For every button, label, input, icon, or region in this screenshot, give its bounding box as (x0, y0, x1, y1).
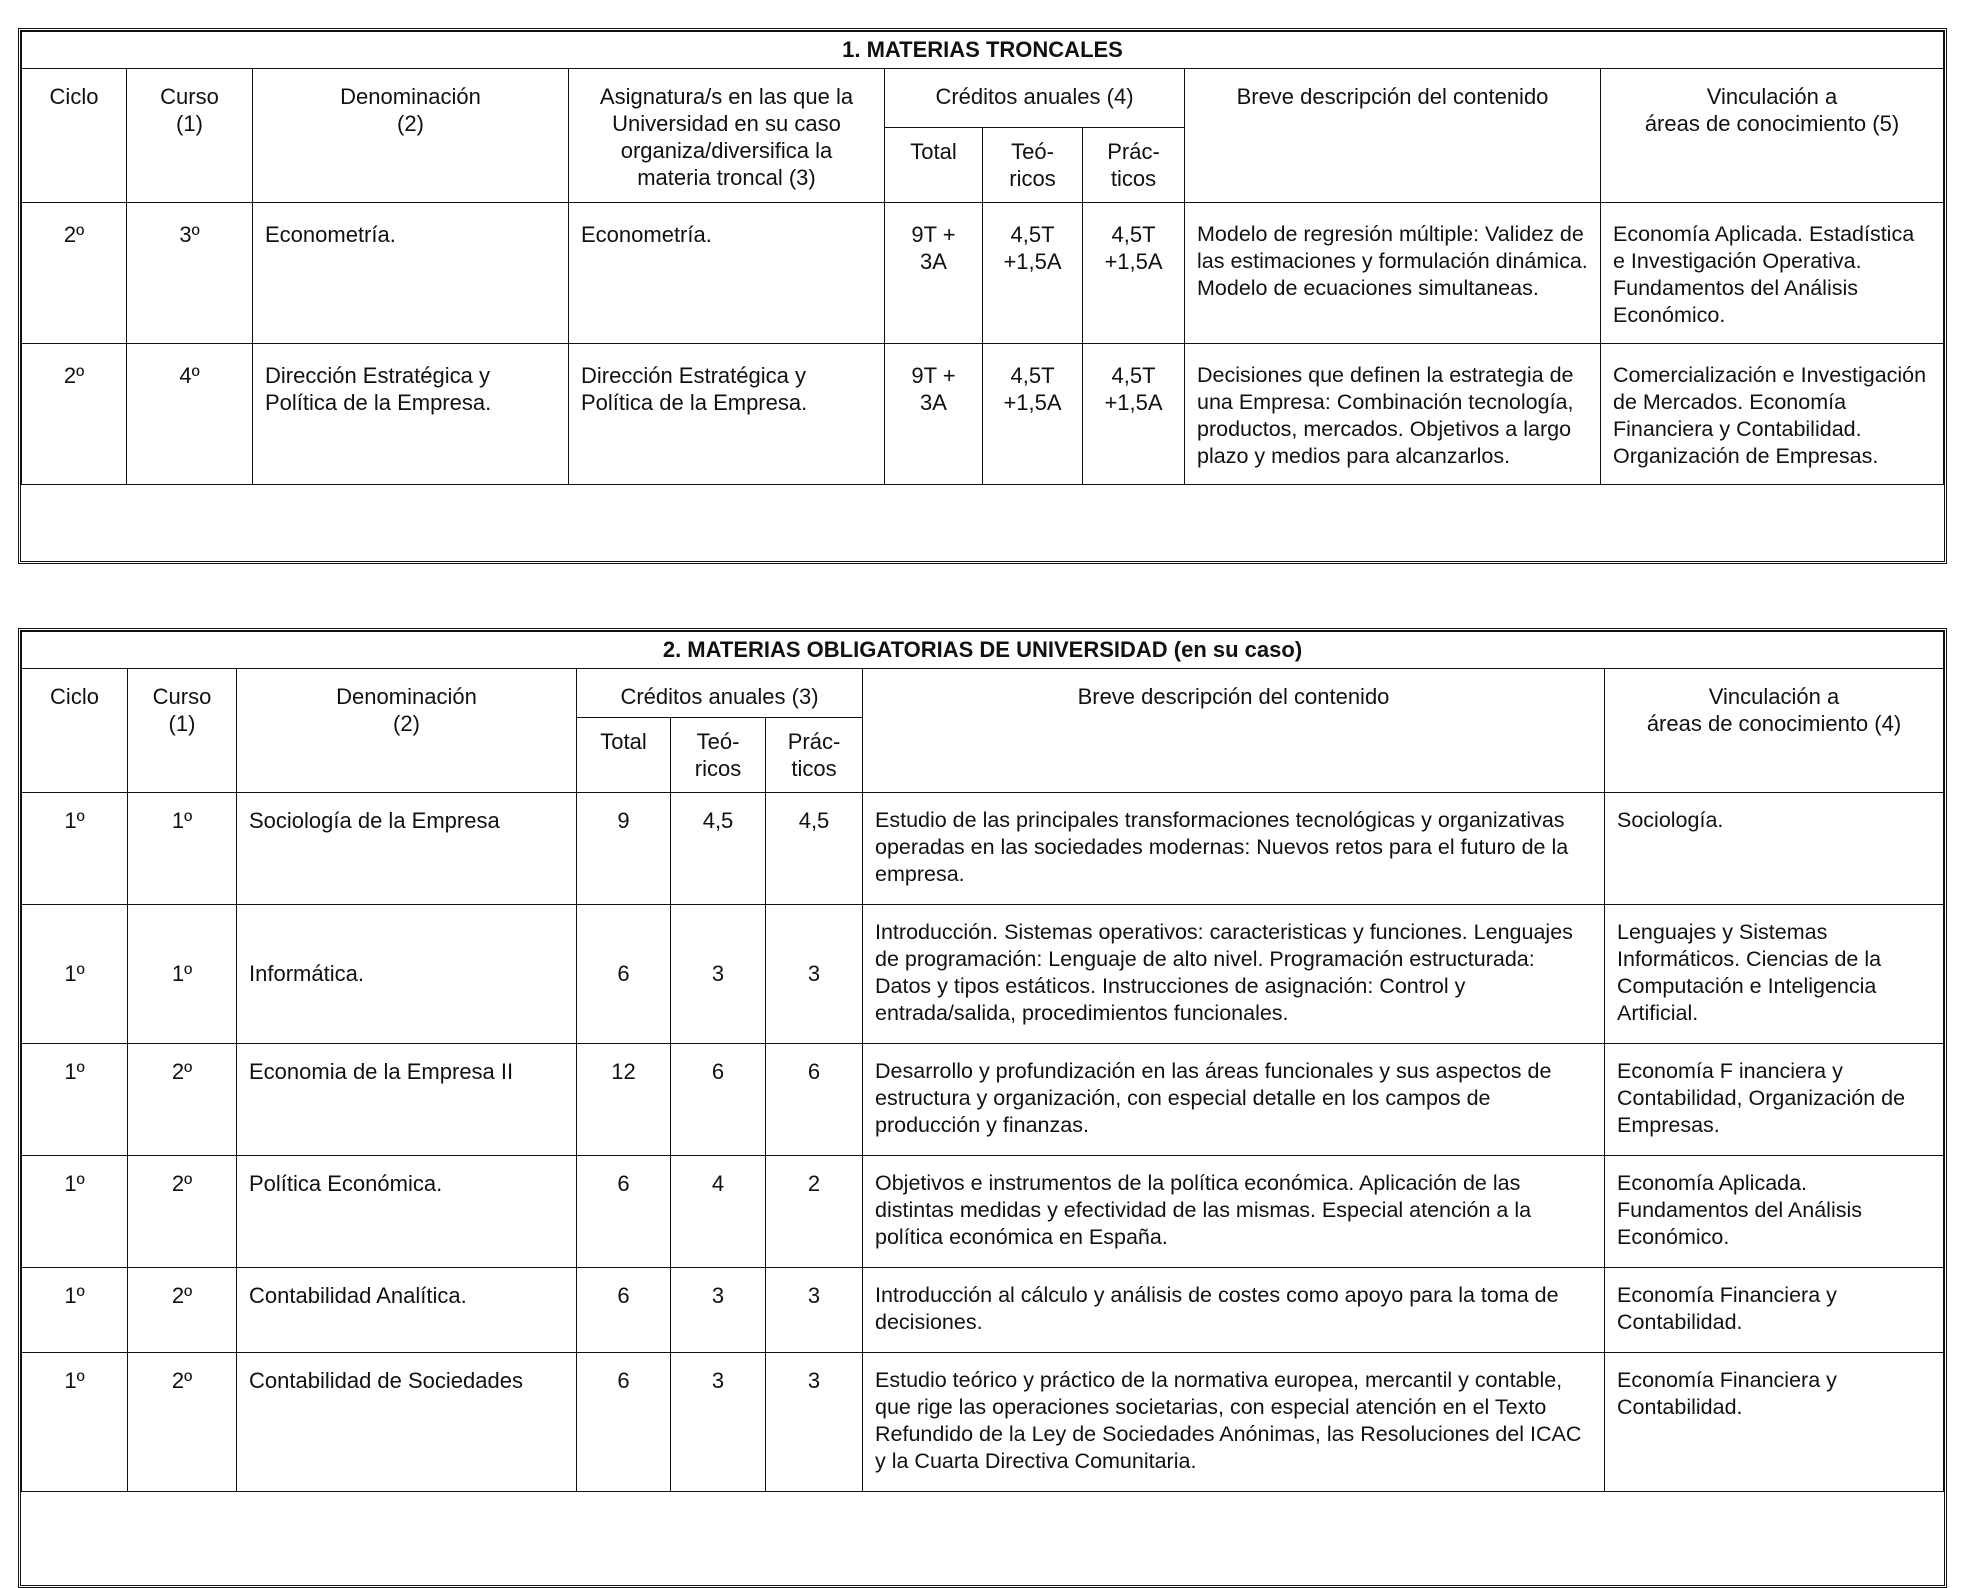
cell-ciclo: 2º (22, 203, 127, 344)
header-denominacion: Denominación (2) (237, 669, 577, 793)
table-row (22, 344, 1944, 485)
cell-teoricos: 3 (671, 1268, 766, 1353)
cell-ciclo: 1º (22, 793, 128, 905)
cell-curso: 1º (128, 905, 237, 1044)
cell-descripcion: Estudio de las principales transformaciones tecnológicas y organizativas operadas en las sociedades modernas: Nuevos retos para el futuro de la empresa. (863, 793, 1605, 905)
cell-total: 9 (577, 793, 671, 905)
cell-vinculacion: Economía Financiera y Contabilidad. (1605, 1353, 1944, 1492)
cell-descripcion: Introducción. Sistemas operativos: caracteristicas y funciones. Lenguajes de programación: Lenguaje de alto nivel. Programación estructurada: Datos y tipos estáticos. Instrucciones de asignación: Control y entrada/salida, procedimientos funcionales. (863, 905, 1605, 1044)
table-row (22, 1353, 1944, 1492)
cell-vinculacion: Economía Aplicada. Estadística e Investigación Operativa. Fundamentos del Análisis Económico. (1601, 203, 1944, 344)
cell-descripcion: Modelo de regresión múltiple: Validez de las estimaciones y formulación dinámica. Modelo de ecuaciones simultaneas. (1185, 203, 1601, 344)
cell-denominacion: Economia de la Empresa II (237, 1044, 577, 1156)
cell-total: 6 (577, 1156, 671, 1268)
troncales-table-frame (18, 28, 1947, 564)
cell-denominacion: Econometría. (253, 203, 569, 344)
cell-total: 9T + 3A (885, 203, 983, 344)
cell-practicos: 4,5T +1,5A (1083, 344, 1185, 485)
cell-teoricos: 4,5 (671, 793, 766, 905)
cell-curso: 2º (128, 1044, 237, 1156)
cell-teoricos: 3 (671, 1353, 766, 1492)
cell-ciclo: 1º (22, 905, 128, 1044)
cell-denominacion: Informática. (237, 905, 577, 1044)
header-teoricos: Teó- ricos (983, 128, 1083, 203)
cell-total: 6 (577, 1353, 671, 1492)
cell-descripcion: Desarrollo y profundización en las áreas funcionales y sus aspectos de estructura y organización, con especial detalle en los campos de producción y finanzas. (863, 1044, 1605, 1156)
cell-practicos: 3 (766, 905, 863, 1044)
cell-practicos: 2 (766, 1156, 863, 1268)
header-vinculacion: Vinculación a áreas de conocimiento (5) (1601, 69, 1944, 203)
cell-total: 6 (577, 1268, 671, 1353)
table-row (22, 1156, 1944, 1268)
obligatorias-table (21, 631, 1944, 1492)
header-descripcion: Breve descripción del contenido (1185, 69, 1601, 203)
cell-total: 9T + 3A (885, 344, 983, 485)
header-vinculacion: Vinculación a áreas de conocimiento (4) (1605, 669, 1944, 793)
header-curso: Curso (1) (127, 69, 253, 203)
cell-teoricos: 3 (671, 905, 766, 1044)
cell-vinculacion: Lenguajes y Sistemas Informáticos. Ciencias de la Computación e Inteligencia Artificial. (1605, 905, 1944, 1044)
cell-ciclo: 1º (22, 1353, 128, 1492)
cell-descripcion: Objetivos e instrumentos de la política económica. Aplicación de las distintas medidas y efectividad de las mismas. Especial atención a la política económica en España. (863, 1156, 1605, 1268)
header-asignatura: Asignatura/s en las que la Universidad en su caso organiza/diversifica la materia troncal (3) (569, 69, 885, 203)
cell-total: 12 (577, 1044, 671, 1156)
cell-ciclo: 1º (22, 1156, 128, 1268)
header-curso: Curso (1) (128, 669, 237, 793)
header-practicos: Prác- ticos (1083, 128, 1185, 203)
cell-curso: 2º (128, 1353, 237, 1492)
header-teoricos: Teó- ricos (671, 718, 766, 793)
cell-vinculacion: Economía Financiera y Contabilidad. (1605, 1268, 1944, 1353)
cell-denominacion: Contabilidad Analítica. (237, 1268, 577, 1353)
cell-vinculacion: Comercialización e Investigación de Mercados. Economía Financiera y Contabilidad. Organización de Empresas. (1601, 344, 1944, 485)
cell-ciclo: 2º (22, 344, 127, 485)
header-total: Total (885, 128, 983, 203)
cell-curso: 4º (127, 344, 253, 485)
obligatorias-table-frame (18, 628, 1947, 1588)
cell-ciclo: 1º (22, 1268, 128, 1353)
cell-vinculacion: Economía F inanciera y Contabilidad, Organización de Empresas. (1605, 1044, 1944, 1156)
header-total: Total (577, 718, 671, 793)
cell-denominacion: Dirección Estratégica y Política de la Empresa. (253, 344, 569, 485)
cell-vinculacion: Sociología. (1605, 793, 1944, 905)
header-creditos: Créditos anuales (4) (885, 69, 1185, 128)
cell-descripcion: Introducción al cálculo y análisis de costes como apoyo para la toma de decisiones. (863, 1268, 1605, 1353)
cell-teoricos: 4 (671, 1156, 766, 1268)
cell-curso: 2º (128, 1156, 237, 1268)
cell-total: 6 (577, 905, 671, 1044)
header-creditos: Créditos anuales (3) (577, 669, 863, 718)
cell-denominacion: Contabilidad de Sociedades (237, 1353, 577, 1492)
table-row (22, 1268, 1944, 1353)
table-title: 2. MATERIAS OBLIGATORIAS DE UNIVERSIDAD (en su caso) (22, 632, 1944, 669)
cell-vinculacion: Economía Aplicada. Fundamentos del Análisis Económico. (1605, 1156, 1944, 1268)
cell-asignatura: Dirección Estratégica y Política de la Empresa. (569, 344, 885, 485)
header-ciclo: Ciclo (22, 669, 128, 793)
cell-teoricos: 6 (671, 1044, 766, 1156)
cell-ciclo: 1º (22, 1044, 128, 1156)
cell-curso: 2º (128, 1268, 237, 1353)
table-row (22, 793, 1944, 905)
header-descripcion: Breve descripción del contenido (863, 669, 1605, 793)
table-row (22, 1044, 1944, 1156)
cell-teoricos: 4,5T +1,5A (983, 203, 1083, 344)
cell-denominacion: Sociología de la Empresa (237, 793, 577, 905)
cell-curso: 3º (127, 203, 253, 344)
troncales-table (21, 31, 1944, 485)
cell-asignatura: Econometría. (569, 203, 885, 344)
cell-practicos: 4,5 (766, 793, 863, 905)
header-practicos: Prác- ticos (766, 718, 863, 793)
cell-practicos: 4,5T +1,5A (1083, 203, 1185, 344)
header-ciclo: Ciclo (22, 69, 127, 203)
cell-practicos: 6 (766, 1044, 863, 1156)
cell-descripcion: Decisiones que definen la estrategia de una Empresa: Combinación tecnología, productos, mercados. Objetivos a largo plazo y medios para alcanzarlos. (1185, 344, 1601, 485)
cell-descripcion: Estudio teórico y práctico de la normativa europea, mercantil y contable, que rige las operaciones societarias, con especial atención en el Texto Refundido de la Ley de Sociedades Anónimas, las Resoluciones del ICAC y la Cuarta Directiva Comunitaria. (863, 1353, 1605, 1492)
cell-denominacion: Política Económica. (237, 1156, 577, 1268)
table-row (22, 905, 1944, 1044)
cell-curso: 1º (128, 793, 237, 905)
cell-practicos: 3 (766, 1268, 863, 1353)
cell-teoricos: 4,5T +1,5A (983, 344, 1083, 485)
table-row (22, 203, 1944, 344)
header-denominacion: Denominación (2) (253, 69, 569, 203)
table-title: 1. MATERIAS TRONCALES (22, 32, 1944, 69)
cell-practicos: 3 (766, 1353, 863, 1492)
